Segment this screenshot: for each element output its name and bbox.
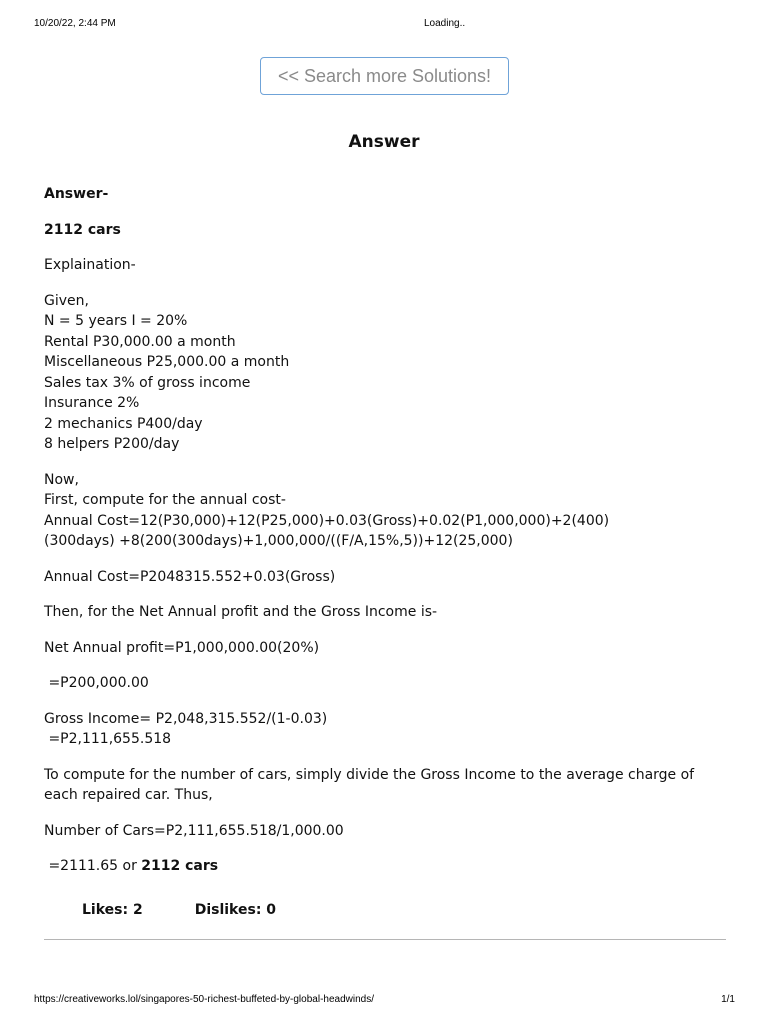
given-line: N = 5 years I = 20% (44, 313, 188, 329)
dislikes-count: Dislikes: 0 (194, 902, 277, 918)
explanation-label: Explaination- (44, 257, 136, 273)
answer-heading: Answer- (44, 186, 109, 202)
now-block (44, 470, 724, 552)
final-result (44, 856, 724, 877)
print-url: https://creativeworks.lol/singapores-50-richest-buffeted-by-global-headwinds/ (34, 994, 374, 1005)
cars-intro-block (44, 765, 724, 806)
print-page-number: 1/1 (721, 994, 735, 1005)
vote-counts (82, 902, 276, 918)
given-line: 2 mechanics P400/day (44, 415, 203, 432)
net-profit-value: =P200,000.00 (44, 675, 149, 691)
given-line: Given, (44, 292, 89, 309)
annual-cost: Annual Cost=P2048315.552+0.03(Gross) (44, 568, 336, 585)
cars-intro-line: To compute for the number of cars, simply divide the Gross Income to the average charge of (44, 766, 695, 783)
answer-content (44, 184, 724, 892)
given-line: Insurance 2% (44, 395, 140, 411)
given-line: Rental P30,000.00 a month (44, 333, 236, 350)
then-text: Then, for the Net Annual profit and the Gross Income is- (44, 604, 438, 620)
print-datetime: 10/20/22, 2:44 PM (34, 18, 116, 29)
given-block (44, 291, 724, 455)
now-line: First, compute for the annual cost- (44, 492, 286, 508)
gross-income-line: =P2,111,655.518 (44, 731, 172, 747)
divider (44, 939, 726, 940)
given-line: Miscellaneous P25,000.00 a month (44, 354, 290, 370)
gross-income-block (44, 709, 724, 750)
now-line: Now, (44, 471, 79, 488)
final-result-bold: 2112 cars (141, 858, 219, 874)
net-profit: Net Annual profit=P1,000,000.00(20%) (44, 639, 320, 656)
final-result-prefix: =2111.65 or (44, 858, 142, 874)
likes-count: Likes: 2 (82, 902, 143, 918)
print-page-title: Loading.. (424, 18, 466, 29)
cars-intro-line: each repaired car. Thus, (44, 787, 213, 803)
now-line: (300days) +8(200(300days)+1,000,000/((F/A,15%,5))+12(25,000) (44, 533, 513, 549)
now-line: Annual Cost=12(P30,000)+12(P25,000)+0.03(Gross)+0.02(P1,000,000)+2(400) (44, 512, 610, 529)
page-title: Answer (348, 132, 420, 152)
answer-result: 2112 cars (44, 221, 121, 238)
number-of-cars: Number of Cars=P2,111,655.518/1,000.00 (44, 822, 344, 839)
gross-income-line: Gross Income= P2,048,315.552/(1-0.03) (44, 710, 328, 727)
search-more-solutions-button[interactable]: << Search more Solutions! (260, 57, 509, 95)
given-line: 8 helpers P200/day (44, 436, 180, 452)
given-line: Sales tax 3% of gross income (44, 374, 251, 391)
